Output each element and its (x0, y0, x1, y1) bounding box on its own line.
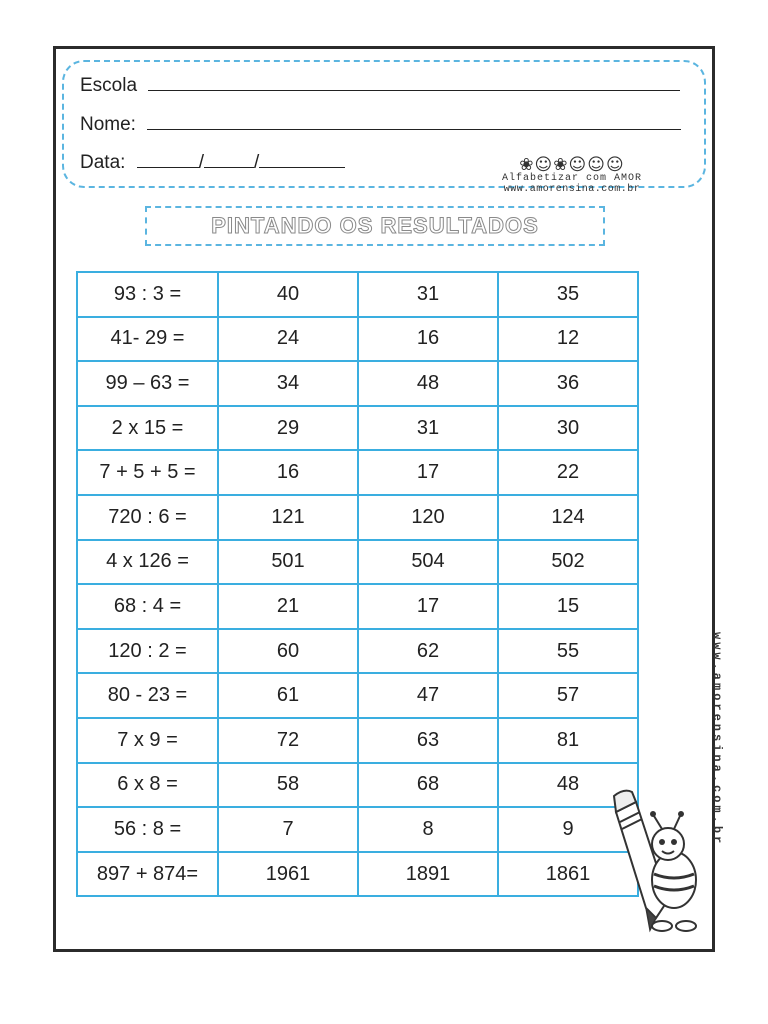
logo-url: www.amorensina.com.br (503, 184, 641, 195)
nome-label: Nome: (80, 114, 136, 135)
table-row (77, 584, 638, 629)
expression-cell: 120 : 2 = (77, 629, 218, 674)
table-row (77, 272, 638, 317)
nome-line[interactable] (147, 113, 681, 130)
expression-cell: 7 x 9 = (77, 718, 218, 763)
table-row (77, 406, 638, 451)
expression-cell: 68 : 4 = (77, 584, 218, 629)
answer-option-cell[interactable]: 120 (358, 495, 498, 540)
exercise-table (76, 271, 639, 897)
answer-option-cell[interactable]: 55 (498, 629, 638, 674)
answer-option-cell[interactable]: 31 (358, 272, 498, 317)
answer-option-cell[interactable]: 68 (358, 763, 498, 808)
data-month-line[interactable] (204, 151, 254, 168)
answer-option-cell[interactable]: 36 (498, 361, 638, 406)
expression-cell: 80 - 23 = (77, 673, 218, 718)
answer-option-cell[interactable]: 21 (218, 584, 358, 629)
data-field (80, 151, 345, 174)
expression-cell: 897 + 874= (77, 852, 218, 897)
answer-option-cell[interactable]: 60 (218, 629, 358, 674)
date-separator: / (198, 152, 204, 173)
data-year-line[interactable] (259, 151, 345, 168)
table-row (77, 629, 638, 674)
answer-option-cell[interactable]: 121 (218, 495, 358, 540)
answer-option-cell[interactable]: 1891 (358, 852, 498, 897)
answer-option-cell[interactable]: 48 (498, 763, 638, 808)
date-separator: / (253, 152, 260, 173)
answer-option-cell[interactable]: 502 (498, 540, 638, 585)
answer-option-cell[interactable]: 47 (358, 673, 498, 718)
expression-cell: 7 + 5 + 5 = (77, 450, 218, 495)
table-row (77, 673, 638, 718)
expression-cell: 41- 29 = (77, 317, 218, 362)
answer-option-cell[interactable]: 124 (498, 495, 638, 540)
answer-option-cell[interactable]: 35 (498, 272, 638, 317)
title-box (145, 206, 605, 246)
table-row (77, 361, 638, 406)
answer-option-cell[interactable]: 57 (498, 673, 638, 718)
answer-option-cell[interactable]: 504 (358, 540, 498, 585)
answer-option-cell[interactable]: 61 (218, 673, 358, 718)
table-row (77, 852, 638, 897)
expression-cell: 2 x 15 = (77, 406, 218, 451)
logo-text: Alfabetizar com AMOR (501, 173, 643, 184)
answer-option-cell[interactable]: 501 (218, 540, 358, 585)
answer-option-cell[interactable]: 22 (498, 450, 638, 495)
escola-line[interactable] (148, 74, 680, 91)
answer-option-cell[interactable]: 31 (358, 406, 498, 451)
table-row (77, 317, 638, 362)
logo-icons: ❀☺❀☺☺☺ (519, 155, 625, 175)
bee-mascot-with-pencil (578, 782, 708, 942)
answer-option-cell[interactable]: 16 (358, 317, 498, 362)
answer-option-cell[interactable]: 12 (498, 317, 638, 362)
expression-cell: 720 : 6 = (77, 495, 218, 540)
answer-option-cell[interactable]: 17 (358, 450, 498, 495)
table-row (77, 495, 638, 540)
answer-option-cell[interactable]: 62 (358, 629, 498, 674)
answer-option-cell[interactable]: 1861 (498, 852, 638, 897)
answer-option-cell[interactable]: 16 (218, 450, 358, 495)
data-label: Data: (80, 152, 126, 173)
table-row (77, 763, 638, 808)
worksheet-title: PINTANDO OS RESULTADOS (211, 213, 539, 238)
answer-option-cell[interactable]: 48 (358, 361, 498, 406)
answer-option-cell[interactable]: 17 (358, 584, 498, 629)
expression-cell: 99 – 63 = (77, 361, 218, 406)
answer-option-cell[interactable]: 7 (218, 807, 358, 852)
answer-option-cell[interactable]: 24 (218, 317, 358, 362)
side-url: www.amorensina.com.br (710, 632, 724, 847)
escola-field (80, 74, 680, 97)
answer-option-cell[interactable]: 40 (218, 272, 358, 317)
answer-option-cell[interactable]: 29 (218, 406, 358, 451)
table-row (77, 718, 638, 763)
answer-option-cell[interactable]: 72 (218, 718, 358, 763)
answer-option-cell[interactable]: 63 (358, 718, 498, 763)
answer-option-cell[interactable]: 81 (498, 718, 638, 763)
expression-cell: 6 x 8 = (77, 763, 218, 808)
brand-logo (462, 155, 682, 195)
answer-option-cell[interactable]: 1961 (218, 852, 358, 897)
expression-cell: 4 x 126 = (77, 540, 218, 585)
table-row (77, 450, 638, 495)
escola-label: Escola (80, 75, 138, 96)
answer-option-cell[interactable]: 34 (218, 361, 358, 406)
data-day-line[interactable] (137, 151, 199, 168)
answer-option-cell[interactable]: 30 (498, 406, 638, 451)
table-row (77, 540, 638, 585)
expression-cell: 56 : 8 = (77, 807, 218, 852)
nome-field (80, 113, 681, 136)
expression-cell: 93 : 3 = (77, 272, 218, 317)
table-row (77, 807, 638, 852)
answer-option-cell[interactable]: 15 (498, 584, 638, 629)
answer-option-cell[interactable]: 9 (498, 807, 638, 852)
answer-option-cell[interactable]: 8 (358, 807, 498, 852)
answer-option-cell[interactable]: 58 (218, 763, 358, 808)
